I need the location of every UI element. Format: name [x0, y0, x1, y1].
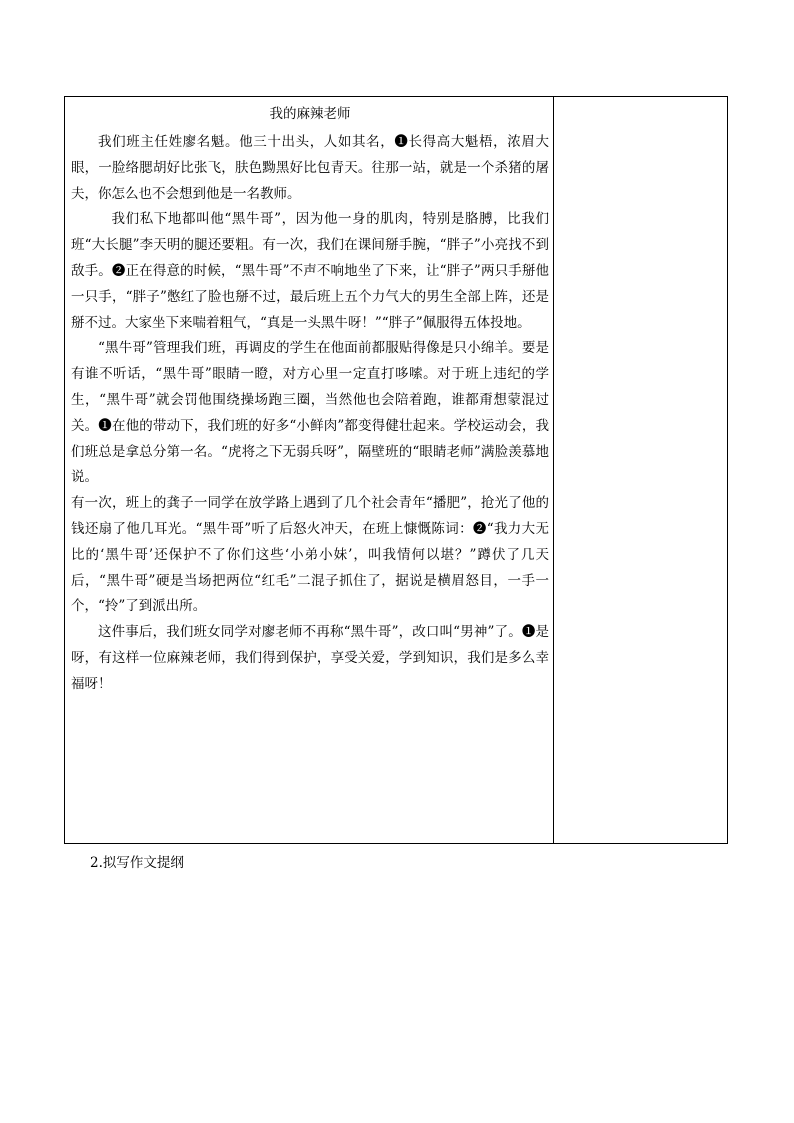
essay-table	[64, 96, 728, 844]
essay-cell	[65, 97, 553, 843]
essay-paragraph-4: 有一次，班上的龚子一同学在放学路上遇到了几个社会青年“播肥”，抢光了他的钱还扇了他几耳光。“黑牛哥”听了后怒火冲天，在班上慷慨陈词：❷“我力大无比的‘黑牛哥’还保护不了你们这些‘小弟小妹’，叫我情何以堪？”蹲伏了几天后，“黑牛哥”硬是当场把两位“红毛”二混子抓住了，据说是横眉怒目，一手一个，“拎”了到派出所。	[71, 495, 549, 615]
essay-paragraph-2: 我们私下地都叫他“黑牛哥”，因为他一身的肌肉，特别是胳膊，比我们班“大长腿”李天明的腿还要粗。有一次，我们在课间掰手腕，“胖子”小亮找不到敌手。❷正在得意的时候，“黑牛哥”不声不响地坐了下来，让“胖子”两只手掰他一只手，“胖子”憋红了脸也掰不过，最后班上五个力气大的男生全部上阵，还是掰不过。大家坐下来喘着粗气，“真是一头黑牛呀！”“胖子”佩服得五体投地。	[71, 211, 549, 331]
section-heading: 2.拟写作文提纲	[90, 855, 184, 871]
essay-paragraph-3: “黑牛哥”管理我们班，再调皮的学生在他面前都服贴得像是只小绵羊。要是有谁不听话，“黑牛哥”眼睛一瞪，对方心里一定直打哆嗦。对于班上违纪的学生，“黑牛哥”就会罚他围绕操场跑三圈，当然他也会陪着跑，谁都甭想蒙混过关。❶在他的带动下，我们班的好多“小鲜肉”都变得健壮起来。学校运动会，我们班总是拿总分第一名。“虎将之下无弱兵呀”，隔壁班的“眼睛老师”满脸羡慕地说。	[71, 340, 549, 486]
essay-paragraph-5: 这件事后，我们班女同学对廖老师不再称“黑牛哥”，改口叫“男神”了。❶是呀，有这样一位麻辣老师，我们得到保护，享受关爱，学到知识，我们是多么幸福呀！	[71, 624, 549, 692]
essay-title: 我的麻辣老师	[269, 106, 351, 122]
essay-paragraph-1: 我们班主任姓廖名魁。他三十出头，人如其名，❶长得高大魁梧，浓眉大眼，一脸络腮胡好比张飞，肤色黝黑好比包青天。往那一站，就是一个杀猪的屠夫，你怎么也不会想到他是一名教师。	[71, 134, 549, 202]
annotation-cell	[554, 97, 727, 843]
